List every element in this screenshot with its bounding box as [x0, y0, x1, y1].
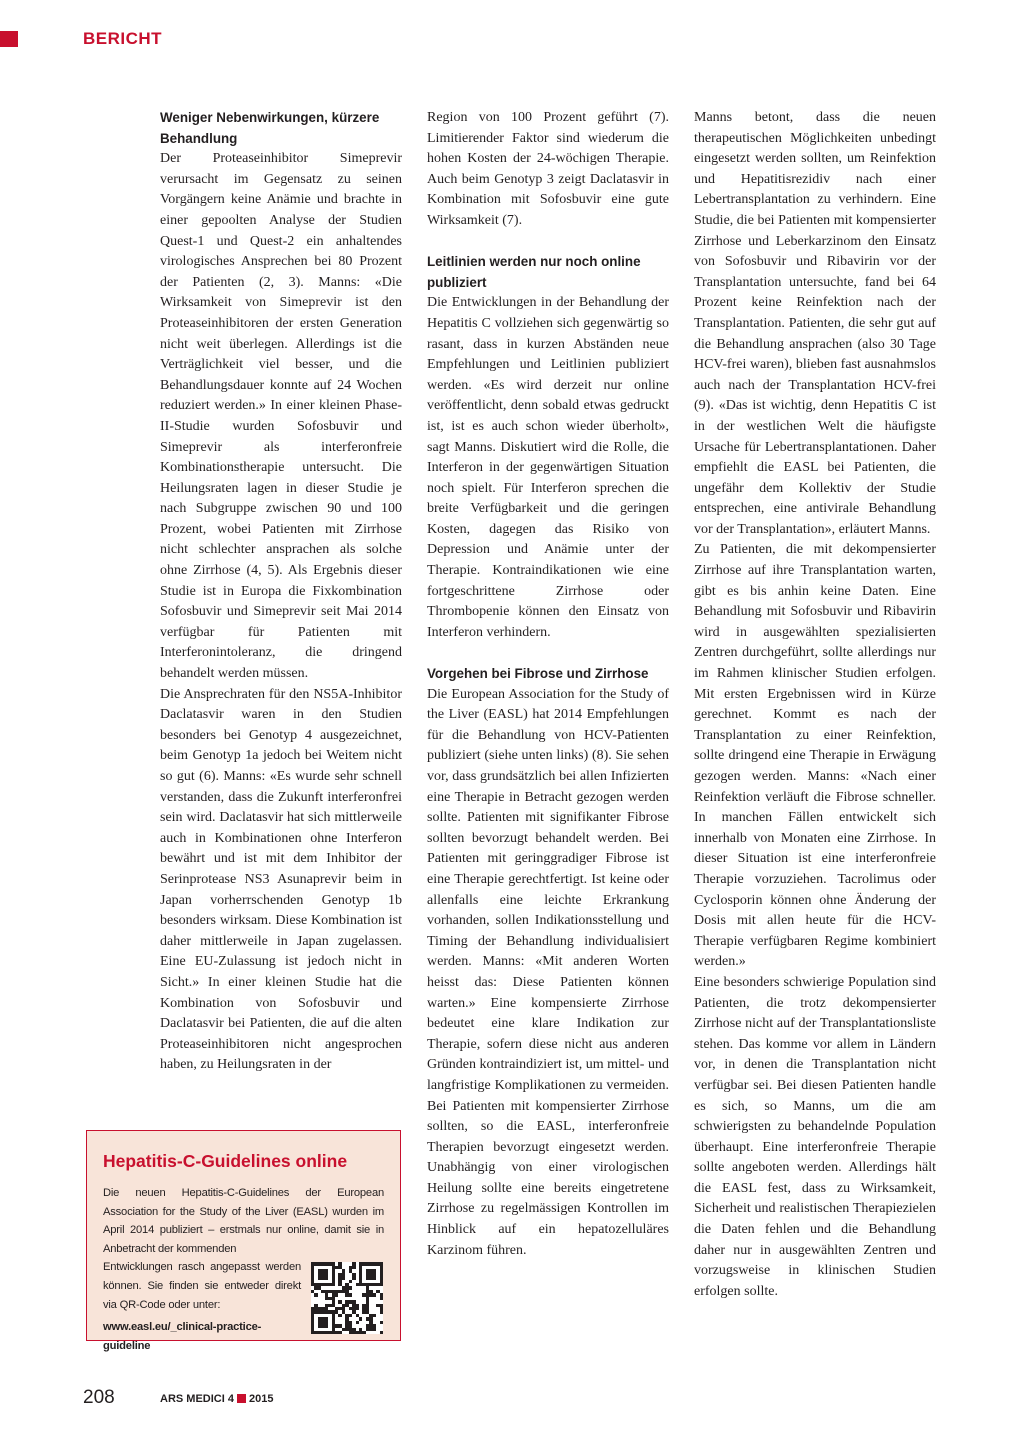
page-number: 208: [83, 1387, 115, 1408]
paragraph: Die Ansprechraten für den NS5A-Inhibitor Daclatasvir waren in den Studien besonders bei Genotyp 4 ausgezeichnet, beim Genotyp 1a jedoch bei Weitem nicht so gut (6). Manns: «Es wurde sehr schnell verstanden, dass die Zukunft interferonfrei sein wird. Daclatasvir hat sich mittlerweile auch in Kombinationen ohne Interferon bewährt und ist mit dem Inhibitor der Serinprotease NS3 Asunaprevir beim in Japan vorherrschenden Genotyp 1b besonders wirksam. Diese Kombination ist daher mittlerweile in Japan zugelassen. Eine EU-Zulassung ist jedoch nicht in Sicht.» In einer kleinen Studie hat die Kombination von Sofosbuvir und Daclatasvir bei Patienten, die auf die alten Proteaseinhibitoren nicht angesprochen haben, zu Heilungsraten in der: [160, 686, 402, 1073]
column-3: [694, 108, 936, 1302]
section-marker: [0, 31, 18, 47]
subheading: Vorgehen bei Fibrose und Zirrhose: [427, 666, 649, 682]
paragraph: Eine besonders schwierige Population sind Patienten, die trotz dekompensierter Zirrhose nicht auf der Transplantationsliste stehen. Das komme vor allem in Ländern vor, in denen die Transplantation nicht verfügbar sei. Bei diesen Patienten handle es sich, so Manns, um die am schwierigsten zu behandelnde Population überhaupt. Eine interferonfreie Therapie sollte angeboten werden. Allerdings hält die EASL fest, dass zu Wirksamkeit, Sicherheit und realistischen Therapiezielen die Daten fehlen und die Behandlung daher nur in ausgewählten Zentren und vorzugsweise in klinischen Studien erfolgen sollte.: [694, 974, 936, 1299]
paragraph: Region von 100 Prozent geführt (7). Limitierender Faktor sind wiederum die hohen Kosten der 24-wöchigen Therapie. Auch beim Genotyp 3 zeigt Daclatasvir in Kombination mit Sofosbuvir eine gute Wirksamkeit (7).: [427, 110, 669, 228]
paragraph: Zu Patienten, die mit dekompensierter Zirrhose auf ihre Transplantation warten, gibt es bis anhin keine Daten. Eine Behandlung mit Sofosbuvir und Ribavirin wird in ausgewählten spezialisierten Zentren durchgeführt, sollte allerdings nur im Rahmen klinischer Studien erfolgen. Mit ersten Ergebnissen wird in Kürze gerechnet. Kommt es nach der Transplantation zu einer Reinfektion, sollte dringend eine Therapie in Erwägung gezogen werden. Manns: «Nach einer Reinfektion verläuft die Fibrose schneller. In manchen Fällen entwickelt sich innerhalb von Monaten eine Zirrhose. In dieser Situation ist eine interferonfreie Therapie vorzuziehen. Tacrolimus oder Cyclosporin können ohne Änderung der Dosis mit allen heute für die HCV-Therapie verfügbaren Regime kombiniert werden.»: [694, 542, 936, 970]
infobox-text: Die neuen Hepatitis-C-Guidelines der European Association for the Study of the Liver (EASL) wurden im April 2014 publiziert – erstmals nur online, damit sie in Anbetracht der kommenden: [103, 1187, 384, 1255]
journal-name: [160, 1393, 273, 1405]
infobox-title: Hepatitis-C-Guidelines online: [103, 1151, 348, 1171]
journal-title: ARS MEDICI 4: [160, 1393, 234, 1405]
qr-code-icon[interactable]: [311, 1262, 383, 1334]
paragraph: Manns betont, dass die neuen therapeutischen Möglichkeiten unbedingt eingesetzt werden sollten, um Reinfektion und Hepatitisrezidiv nach einer Lebertransplantation zu verhindern. Eine Studie, die bei Patienten mit kompensierter Zirrhose und Leberkarzinom den Einsatz von Sofosbuvir und Ribavirin vor der Transplantation untersuchte, fand bei 64 Prozent keine Reinfektion nach der Transplantation. Patienten, die sehr gut auf die Behandlung ansprachen (also 30 Tage HCV-frei waren), blieben fast ausnahmslos auch nach der Transplantation HCV-frei (9). «Das ist wichtig, denn Hepatitis C ist in der westlichen Welt die häufigste Ursache für Lebertransplantationen. Daher empfiehlt die EASL bei Patienten, die ungefähr dem Kollektiv der Studie entsprechen, eine antivirale Behandlung vor der Transplantation», erläutert Manns.: [694, 110, 936, 537]
infobox: [86, 1130, 401, 1352]
column-2: [427, 108, 669, 1261]
journal-year: 2015: [248, 1393, 274, 1405]
column-1: [160, 108, 402, 1076]
paragraph: Die European Association for the Study of the Liver (EASL) hat 2014 Empfehlungen für die Behandlung von HCV-Patienten publiziert (siehe unten links) (8). Sie sehen vor, dass grundsätzlich bei allen Infizierten eine Therapie in Betracht gezogen werden sollte. Patienten mit signifikanter Fibrose sollten bevorzugt behandelt werden. Bei Patienten mit geringgradiger Fibrose ist eine Therapie gerechtfertigt. Ist keine oder allenfalls eine leichte Erkrankung vorhanden, sollen Indikationsstellung und Timing der Behandlung individualisiert werden. Manns: «Mit anderen Worten heisst das: Diese Patienten können warten.» Eine kompensierte Zirrhose bedeutet eine klare Indikation zur Therapie, sofern diese nicht aus anderen Gründen kontraindiziert ist, um mittel- und langfristige Komplikationen zu vermeiden. Bei Patienten mit kompensierter Zirrhose sollten, so die EASL, interferonfreie Therapien bevorzugt eingesetzt werden. Unabhängig von einer virologischen Heilung sollte eine bereits eingetretene Zirrhose zu regelmässigen Kontrollen im Hinblick auf ein hepatozelluläres Karzinom führen.: [427, 686, 669, 1258]
paragraph: Die Entwicklungen in der Behandlung der Hepatitis C vollziehen sich gegenwärtig so rasant, dass in kurzen Abständen neue Empfehlungen und Leitlinien publiziert werden. «Es wird derzeit nur online veröffentlicht, denn sobald etwas gedruckt ist, ist es auch schon wieder überholt», sagt Manns. Diskutiert wird die Rolle, die Interferon in der gegenwärtigen Situation noch spielt. Für Interferon sprechen die breite Verfügbarkeit und die geringen Kosten, dagegen das Risiko von Depression und Anämie unter der Therapie. Kontraindikationen wie eine fortgeschrittene Zirrhose oder Thrombopenie können den Einsatz von Interferon verhindern.: [427, 295, 669, 640]
section-label: BERICHT: [83, 29, 163, 48]
footer-square: [237, 1394, 246, 1403]
paragraph: Der Proteaseinhibitor Simeprevir verursacht im Gegensatz zu seinen Vorgängern keine Anämie und brachte in einer gepoolten Analyse der Studien Quest-1 und Quest-2 ein anhaltendes virologisches Ansprechen bei 80 Prozent der Patienten (2, 3). Manns: «Die Wirksamkeit von Simeprevir ist den Proteaseinhibitoren der ersten Generation nicht weit überlegen. Allerdings ist die Verträglichkeit viel besser, und die Behandlungsdauer konnte auf 24 Wochen reduziert werden.» In einer kleinen Phase-II-Studie wurden Sofosbuvir und Simeprevir als interferonfreie Kombinationstherapie untersucht. Die Heilungsraten lagen in dieser Studie je nach Subgruppe zwischen 90 und 100 Prozent, wobei Patienten mit Zirrhose nicht schlechter ansprachen als solche ohne Zirrhose (4, 5). Als Ergebnis dieser Studie ist in Europa die Fixkombination Sofosbuvir und Simeprevir seit Mai 2014 verfügbar für Patienten mit Interferonintoleranz, die dringend behandelt werden müssen.: [160, 151, 402, 682]
subheading: Weniger Nebenwirkungen, kürzere Behandlung: [160, 110, 380, 146]
infobox-url[interactable]: www.easl.eu/_clinical-practice-guideline: [103, 1321, 262, 1352]
subheading: Leitlinien werden nur noch online publiziert: [427, 254, 641, 290]
infobox-text: Entwicklungen rasch angepasst werden können. Sie finden sie entweder direkt via QR-Code oder unter:: [103, 1261, 301, 1311]
